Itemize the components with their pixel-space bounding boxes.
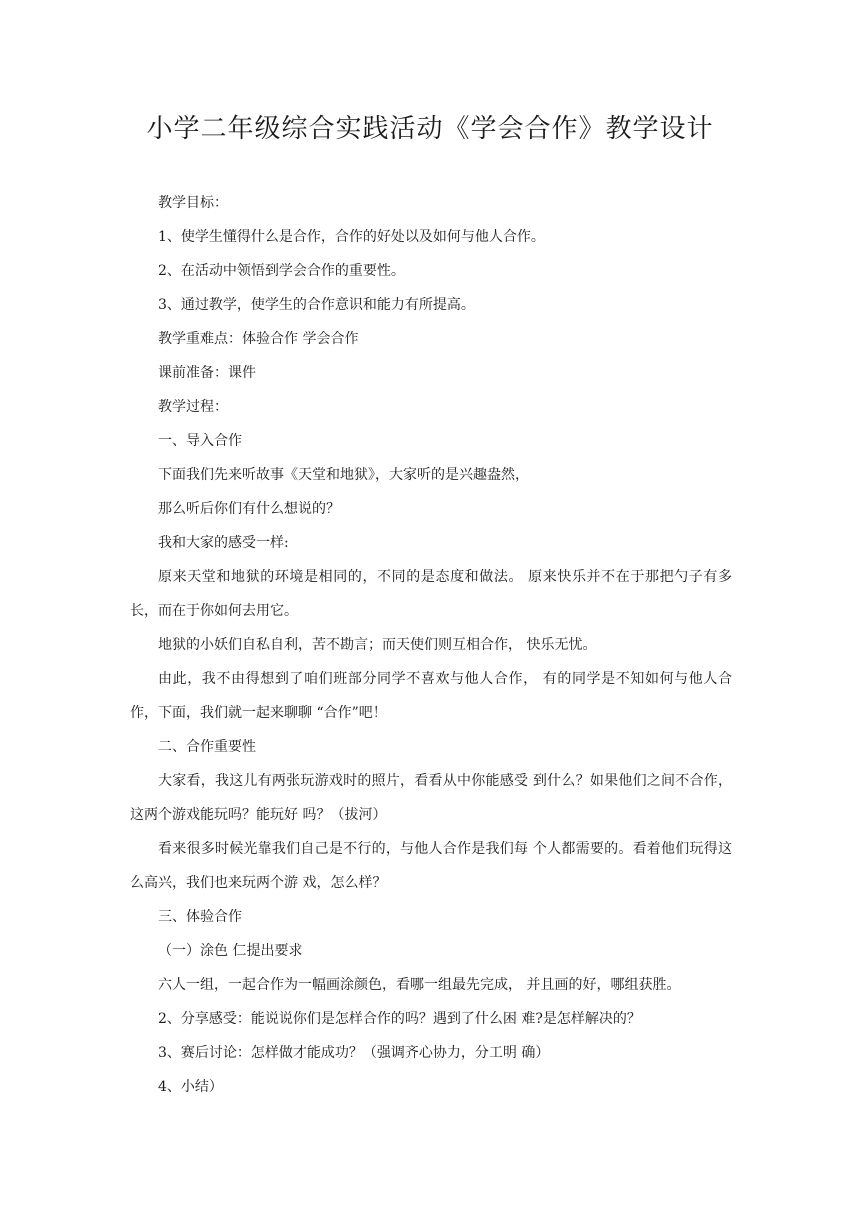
paragraph: 我和大家的感受一样: bbox=[158, 535, 289, 551]
paragraph: 2、在活动中领悟到学会合作的重要性。 bbox=[158, 263, 405, 279]
paragraph: 1、使学生懂得什么是合作，合作的好处以及如何与他人合作。 bbox=[158, 229, 545, 245]
paragraph: 原来天堂和地狱的环境是相同的，不同的是态度和做法。 原来快乐并不在于那把勺子有多长，而在于你如何去用它。 bbox=[130, 569, 732, 619]
paragraph: 4、小结） bbox=[158, 1079, 223, 1095]
paragraph: 大家看，我这儿有两张玩游戏时的照片，看看从中你能感受 到什么？如果他们之间不合作，这两个游戏能玩吗？能玩好 吗？（拔河） bbox=[130, 773, 732, 823]
paragraph: 教学过程： bbox=[158, 399, 228, 415]
paragraph: 课前准备：课件 bbox=[158, 365, 256, 381]
paragraph: （一）涂色 仁提出要求 bbox=[158, 943, 303, 959]
paragraph: 3、赛后讨论：怎样做才能成功？（强调齐心协力，分工明 确） bbox=[158, 1045, 550, 1061]
paragraph: 六人一组，一起合作为一幅画涂颜色，看哪一组最先完成， 并且画的好，哪组获胜。 bbox=[158, 977, 681, 993]
paragraph: 由此，我不由得想到了咱们班部分同学不喜欢与他人合作， 有的同学是不知如何与他人合作，下面，我们就一起来聊聊 “合作”吧！ bbox=[130, 671, 732, 721]
paragraph: 教学目标： bbox=[158, 195, 228, 211]
document-body bbox=[130, 186, 732, 1104]
paragraph: 地狱的小妖们自私自利，苦不勘言；而天使们则互相合作， 快乐无忧。 bbox=[158, 637, 597, 653]
paragraph: 三、体验合作 bbox=[158, 909, 242, 925]
paragraph: 那么听后你们有什么想说的？ bbox=[158, 501, 340, 517]
paragraph: 一、导入合作 bbox=[158, 433, 242, 449]
paragraph: 下面我们先来听故事《天堂和地狱》，大家听的是兴趣盎然， bbox=[158, 467, 529, 483]
document-title: 小学二年级综合实践活动《学会合作》教学设计 bbox=[146, 114, 714, 144]
paragraph: 二、合作重要性 bbox=[158, 739, 256, 755]
paragraph: 看来很多时候光靠我们自己是不行的，与他人合作是我们每 个人都需要的。看着他们玩得这么高兴，我们也来玩两个游 戏，怎么样？ bbox=[130, 841, 732, 891]
paragraph: 2、分享感受：能说说你们是怎样合作的吗？遇到了什么困 难?是怎样解决的？ bbox=[158, 1011, 641, 1027]
paragraph: 3、通过教学，使学生的合作意识和能力有所提高。 bbox=[158, 297, 475, 313]
paragraph: 教学重难点：体验合作 学会合作 bbox=[158, 331, 359, 347]
